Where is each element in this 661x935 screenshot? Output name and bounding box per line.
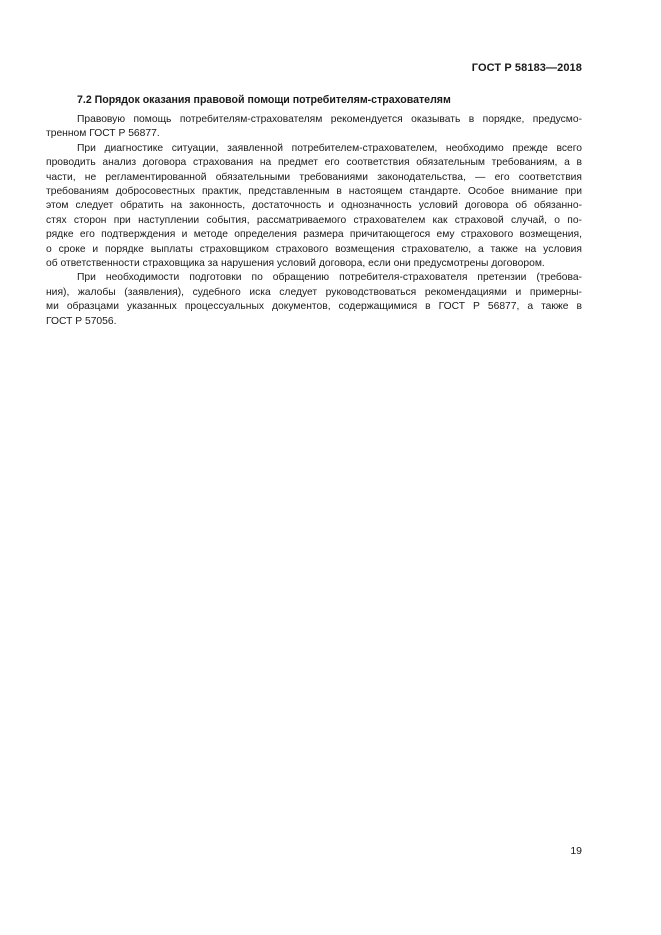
paragraph-1 bbox=[46, 113, 582, 142]
section-title: 7.2 Порядок оказания правовой помощи потребителям-страхователям bbox=[77, 94, 451, 106]
paragraph-line: части, не регламентированной обязательными требованиями законодательства, — его соответствия bbox=[46, 171, 582, 183]
paragraph-3 bbox=[46, 271, 582, 329]
paragraph-line: стях сторон при наступлении события, рассматриваемого страхователем как страховой случай, о по- bbox=[46, 214, 582, 226]
paragraph-2 bbox=[46, 142, 582, 272]
paragraph-line: Правовую помощь потребителям-страхователям рекомендуется оказывать в порядке, предусмо- bbox=[77, 114, 582, 125]
paragraph-line: об ответственности страховщика за нарушения условий договора, если они предусмотрены договором. bbox=[46, 258, 545, 270]
paragraph-line: требованиям добросовестных практик, представленным в настоящем стандарте. Особое внимание при bbox=[46, 186, 582, 198]
paragraph-line: ния), жалобы (заявления), судебного иска следует руководствоваться рекомендациями и примерны- bbox=[46, 286, 582, 298]
document-body bbox=[46, 93, 582, 329]
paragraph-line: тренном ГОСТ Р 56877. bbox=[46, 128, 160, 140]
paragraph-line: проводить анализ договора страхования на предмет его соответствия обязательным требованиям, а в bbox=[46, 157, 582, 169]
paragraph-line: о сроке и порядке выплаты страховщиком страхового возмещения страхователю, а также на условия bbox=[46, 243, 582, 255]
page-number: 19 bbox=[570, 845, 582, 857]
paragraph-line: При диагностике ситуации, заявленной потребителем-страхователем, необходимо прежде всего bbox=[77, 142, 582, 154]
paragraph-line: При необходимости подготовки по обращению потребителя-страхователя претензии (требова- bbox=[77, 272, 582, 284]
paragraph-line: рядке его подтверждения и методе определения размера причитающегося ему страхового возмещения, bbox=[46, 229, 582, 241]
paragraph-line: ГОСТ Р 57056. bbox=[46, 315, 117, 327]
paragraph-line: ми образцами указанных процессуальных документов, содержащимися в ГОСТ Р 56877, а также в bbox=[46, 301, 582, 313]
paragraph-line: этом следует обратить на законность, достаточность и однозначность условий договора об обязанно- bbox=[46, 200, 582, 212]
document-standard-code: ГОСТ Р 58183—2018 bbox=[471, 62, 582, 74]
